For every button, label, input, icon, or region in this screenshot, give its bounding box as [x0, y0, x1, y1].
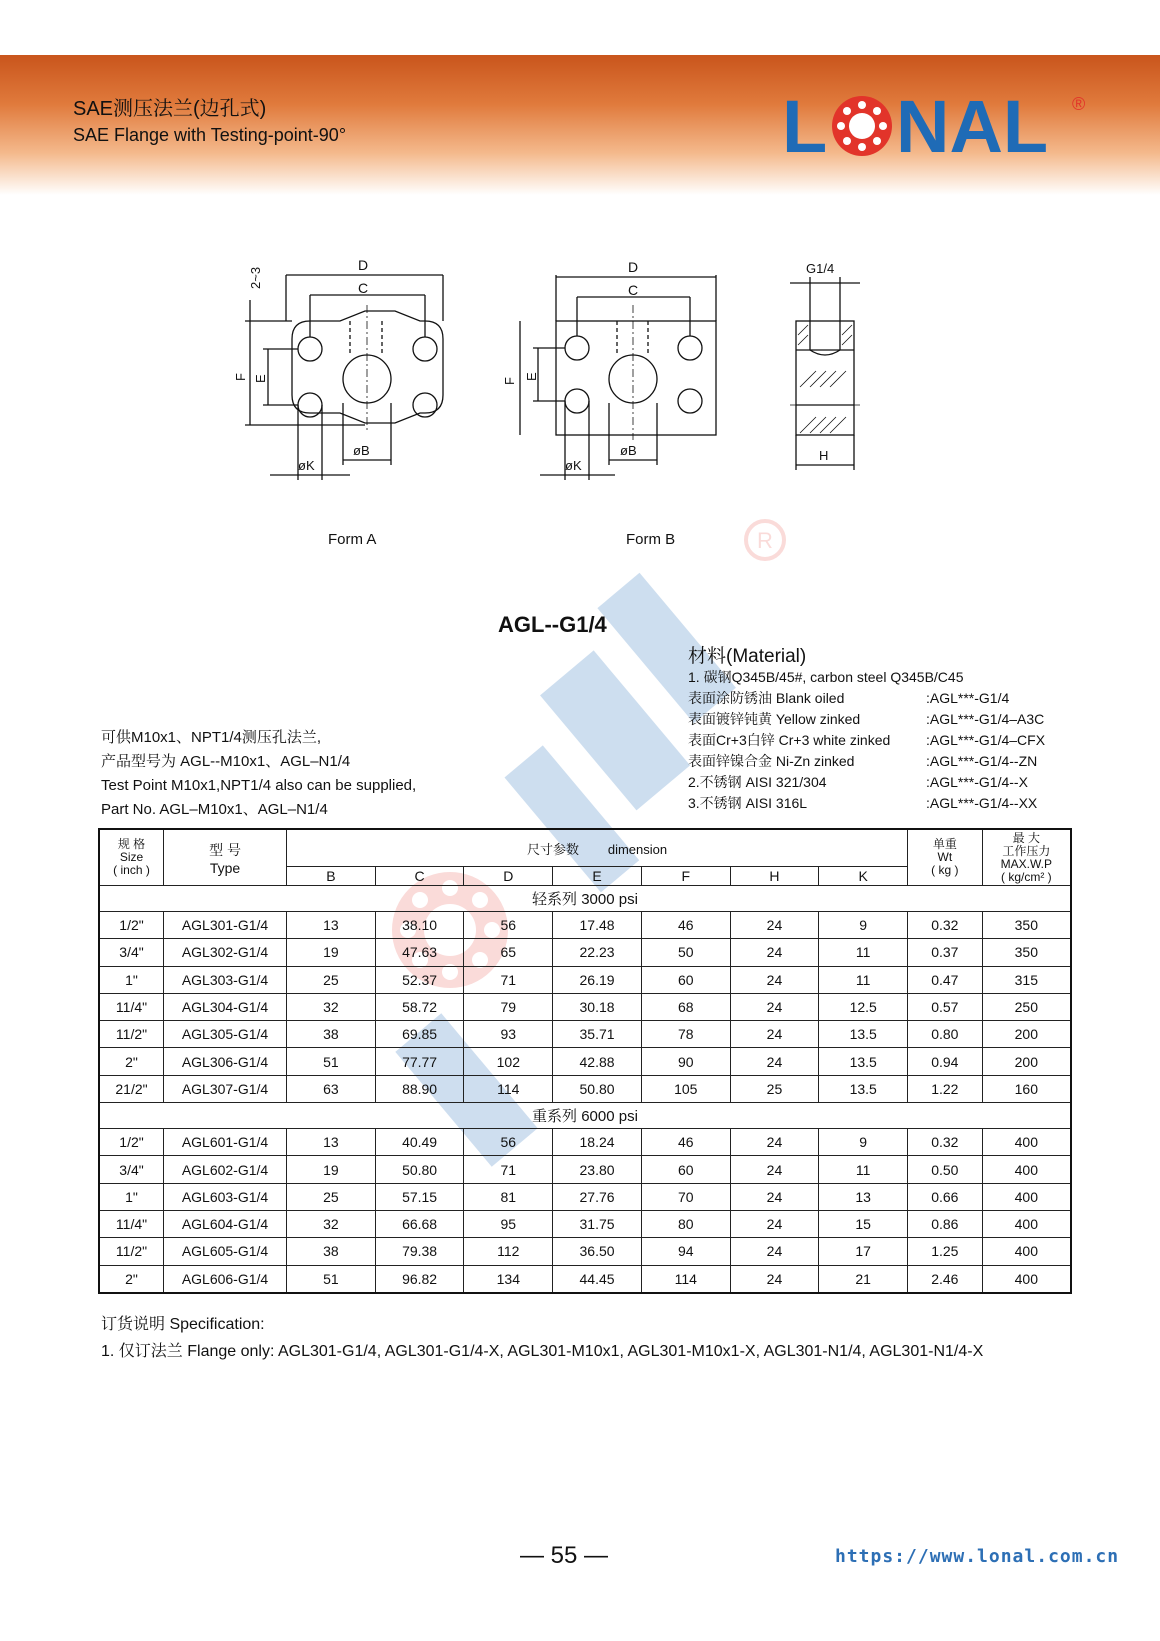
svg-text:C: C: [628, 282, 639, 298]
table-cell: AGL604-G1/4: [164, 1210, 287, 1237]
svg-text:øB: øB: [620, 443, 637, 458]
table-cell: 11/2": [99, 1021, 164, 1048]
svg-text:H: H: [819, 448, 829, 463]
table-cell: 60: [641, 1156, 730, 1183]
material-row: 表面锌镍合金 Ni-Zn zinked :AGL***-G1/4--ZN: [688, 753, 1038, 769]
svg-text:E: E: [253, 374, 268, 383]
table-cell: 0.80: [908, 1021, 983, 1048]
table-cell: 12.5: [819, 993, 908, 1020]
table-cell: 11: [819, 1156, 908, 1183]
order-heading: 订货说明 Specification:: [101, 1316, 265, 1333]
table-cell: 25: [287, 1183, 376, 1210]
also-line: Test Point M10x1,NPT1/4 also can be supplied,: [101, 777, 417, 794]
side-view-drawing: [790, 261, 860, 470]
table-cell: 315: [982, 966, 1071, 993]
table-cell: 88.90: [375, 1075, 464, 1102]
table-cell: AGL301-G1/4: [164, 912, 287, 939]
table-cell: 50: [641, 939, 730, 966]
table-cell: 94: [641, 1238, 730, 1265]
table-cell: 350: [982, 912, 1071, 939]
svg-text:øK: øK: [565, 458, 582, 473]
table-cell: 1/2": [99, 1129, 164, 1156]
table-cell: 19: [287, 1156, 376, 1183]
logo-letters-nal: NAL: [896, 85, 1049, 168]
svg-text:F: F: [502, 377, 517, 385]
table-cell: 3/4": [99, 1156, 164, 1183]
header-type: 型 号 Type: [164, 829, 287, 886]
table-cell: 11: [819, 939, 908, 966]
table-cell: 46: [641, 1129, 730, 1156]
table-cell: 31.75: [553, 1210, 642, 1237]
table-cell: 105: [641, 1075, 730, 1102]
table-cell: 0.50: [908, 1156, 983, 1183]
table-cell: 90: [641, 1048, 730, 1075]
table-cell: 56: [464, 1129, 553, 1156]
table-cell: 52.37: [375, 966, 464, 993]
table-cell: 22.23: [553, 939, 642, 966]
table-cell: 17: [819, 1238, 908, 1265]
dim-col-header: H: [730, 867, 819, 886]
table-cell: 13: [287, 1129, 376, 1156]
table-cell: 27.76: [553, 1183, 642, 1210]
table-cell: 51: [287, 1048, 376, 1075]
header-dimension: 尺寸参数 dimension: [287, 829, 908, 867]
table-cell: 77.77: [375, 1048, 464, 1075]
table-cell: 2.46: [908, 1265, 983, 1293]
table-cell: 13: [819, 1183, 908, 1210]
logo-letter-l: L: [782, 85, 828, 168]
table-cell: 0.66: [908, 1183, 983, 1210]
table-cell: 30.18: [553, 993, 642, 1020]
table-cell: 38: [287, 1021, 376, 1048]
table-cell: 38: [287, 1238, 376, 1265]
table-cell: 0.47: [908, 966, 983, 993]
table-cell: 2": [99, 1265, 164, 1293]
series-heavy-label: 重系列 6000 psi: [99, 1103, 1071, 1129]
table-row: [99, 1183, 1071, 1210]
table-cell: 400: [982, 1210, 1071, 1237]
table-cell: 36.50: [553, 1238, 642, 1265]
order-line: 1. 仅订法兰 Flange only: AGL301-G1/4, AGL301-G1/4-X, AGL301-M10x1, AGL301-M10x1-X, AGL301-N1/4, AGL301-N1/4-X: [101, 1343, 984, 1360]
table-cell: 102: [464, 1048, 553, 1075]
table-cell: 93: [464, 1021, 553, 1048]
table-row: [99, 912, 1071, 939]
table-cell: 24: [730, 912, 819, 939]
table-cell: 18.24: [553, 1129, 642, 1156]
table-cell: 1.22: [908, 1075, 983, 1102]
form-b-label: Form B: [626, 531, 676, 548]
table-cell: 400: [982, 1129, 1071, 1156]
table-cell: 24: [730, 966, 819, 993]
table-cell: AGL605-G1/4: [164, 1238, 287, 1265]
table-cell: 2": [99, 1048, 164, 1075]
table-cell: AGL606-G1/4: [164, 1265, 287, 1293]
header-weight: 单重 Wt ( kg ): [908, 829, 983, 886]
spec-table: [98, 828, 1072, 1294]
table-cell: 21/2": [99, 1075, 164, 1102]
svg-text:øB: øB: [353, 443, 370, 458]
table-cell: 66.68: [375, 1210, 464, 1237]
material-row: 表面镀锌钝黄 Yellow zinked :AGL***-G1/4–A3C: [688, 711, 1045, 727]
table-cell: AGL601-G1/4: [164, 1129, 287, 1156]
page-number: — 55 —: [520, 1542, 609, 1569]
table-cell: 40.49: [375, 1129, 464, 1156]
table-cell: 21: [819, 1265, 908, 1293]
table-cell: 38.10: [375, 912, 464, 939]
material-row: 2.不锈钢 AISI 321/304 :AGL***-G1/4--X: [688, 774, 1028, 790]
table-cell: 26.19: [553, 966, 642, 993]
table-cell: 79.38: [375, 1238, 464, 1265]
table-cell: 13.5: [819, 1021, 908, 1048]
table-cell: 96.82: [375, 1265, 464, 1293]
table-cell: 23.80: [553, 1156, 642, 1183]
table-cell: 44.45: [553, 1265, 642, 1293]
table-cell: 24: [730, 1021, 819, 1048]
table-cell: 114: [641, 1265, 730, 1293]
table-cell: 71: [464, 966, 553, 993]
table-cell: 47.63: [375, 939, 464, 966]
table-cell: 50.80: [375, 1156, 464, 1183]
table-cell: 32: [287, 993, 376, 1020]
table-cell: 24: [730, 1238, 819, 1265]
svg-text:D: D: [358, 257, 369, 273]
table-row: [99, 1238, 1071, 1265]
table-cell: 1.25: [908, 1238, 983, 1265]
table-row: [99, 1129, 1071, 1156]
table-cell: 24: [730, 1183, 819, 1210]
table-cell: AGL302-G1/4: [164, 939, 287, 966]
also-line: 可供M10x1、NPT1/4测压孔法兰,: [101, 729, 322, 746]
svg-text:øK: øK: [298, 458, 315, 473]
header-size: 规 格 Size ( inch ): [99, 829, 164, 886]
table-cell: 81: [464, 1183, 553, 1210]
table-row: [99, 939, 1071, 966]
also-line: Part No. AGL–M10x1、AGL–N1/4: [101, 801, 328, 818]
material-row: 表面Cr+3白锌 Cr+3 white zinked :AGL***-G1/4–CFX: [688, 732, 1046, 748]
table-cell: 0.37: [908, 939, 983, 966]
table-cell: 13: [287, 912, 376, 939]
table-cell: AGL603-G1/4: [164, 1183, 287, 1210]
table-cell: 24: [730, 1265, 819, 1293]
table-cell: 11/4": [99, 993, 164, 1020]
table-cell: 13.5: [819, 1048, 908, 1075]
table-cell: 15: [819, 1210, 908, 1237]
table-cell: 51: [287, 1265, 376, 1293]
form-a-label: Form A: [328, 531, 377, 548]
table-cell: 24: [730, 1048, 819, 1075]
table-cell: AGL307-G1/4: [164, 1075, 287, 1102]
table-cell: 11/2": [99, 1238, 164, 1265]
svg-text:D: D: [628, 259, 639, 275]
table-cell: AGL306-G1/4: [164, 1048, 287, 1075]
page-title-en: SAE Flange with Testing-point-90°: [73, 125, 347, 145]
table-row: [99, 1156, 1071, 1183]
table-cell: AGL304-G1/4: [164, 993, 287, 1020]
table-cell: 350: [982, 939, 1071, 966]
svg-text:E: E: [524, 372, 539, 381]
table-cell: 114: [464, 1075, 553, 1102]
series-light-label: 轻系列 3000 psi: [99, 886, 1071, 912]
material-row: 表面涂防锈油 Blank oiled :AGL***-G1/4: [688, 690, 1010, 706]
lonal-logo: [782, 85, 1092, 168]
table-cell: 400: [982, 1156, 1071, 1183]
table-cell: 0.32: [908, 1129, 983, 1156]
table-cell: 70: [641, 1183, 730, 1210]
model-title: AGL--G1/4: [498, 612, 607, 637]
logo-flange-o: [832, 96, 892, 156]
table-cell: 65: [464, 939, 553, 966]
table-row: [99, 1210, 1071, 1237]
table-cell: 9: [819, 912, 908, 939]
table-cell: 200: [982, 1048, 1071, 1075]
table-cell: 42.88: [553, 1048, 642, 1075]
table-cell: 24: [730, 993, 819, 1020]
table-row: [99, 993, 1071, 1020]
table-row: [99, 966, 1071, 993]
table-cell: 200: [982, 1021, 1071, 1048]
table-cell: 134: [464, 1265, 553, 1293]
table-cell: 50.80: [553, 1075, 642, 1102]
form-a-drawing: [233, 257, 443, 480]
table-cell: 0.94: [908, 1048, 983, 1075]
table-cell: 58.72: [375, 993, 464, 1020]
table-cell: 32: [287, 1210, 376, 1237]
table-cell: 35.71: [553, 1021, 642, 1048]
table-cell: AGL303-G1/4: [164, 966, 287, 993]
material-block: [688, 646, 1045, 814]
table-cell: 19: [287, 939, 376, 966]
logo-registered: ®: [1072, 94, 1086, 114]
table-cell: 80: [641, 1210, 730, 1237]
also-line: 产品型号为 AGL--M10x1、AGL–N1/4: [101, 753, 351, 770]
table-cell: 3/4": [99, 939, 164, 966]
table-cell: 1/2": [99, 912, 164, 939]
table-cell: 25: [730, 1075, 819, 1102]
table-cell: 24: [730, 1129, 819, 1156]
table-cell: 13.5: [819, 1075, 908, 1102]
website-url[interactable]: https://www.lonal.com.cn: [835, 1546, 1120, 1567]
table-cell: 24: [730, 1156, 819, 1183]
table-cell: 79: [464, 993, 553, 1020]
table-cell: 57.15: [375, 1183, 464, 1210]
table-cell: 24: [730, 1210, 819, 1237]
table-cell: 17.48: [553, 912, 642, 939]
table-cell: 400: [982, 1183, 1071, 1210]
table-cell: 69.85: [375, 1021, 464, 1048]
dim-col-header: F: [641, 867, 730, 886]
table-row: [99, 1021, 1071, 1048]
table-cell: 250: [982, 993, 1071, 1020]
dim-col-header: E: [553, 867, 642, 886]
table-cell: 400: [982, 1265, 1071, 1293]
dim-col-header: D: [464, 867, 553, 886]
table-cell: AGL305-G1/4: [164, 1021, 287, 1048]
svg-text:2~3: 2~3: [248, 266, 263, 289]
table-cell: 78: [641, 1021, 730, 1048]
svg-text:G1/4: G1/4: [806, 261, 835, 276]
technical-drawings: [230, 255, 910, 555]
table-cell: 11: [819, 966, 908, 993]
table-cell: 1": [99, 966, 164, 993]
table-cell: 63: [287, 1075, 376, 1102]
form-b-drawing: [502, 259, 716, 480]
svg-text:F: F: [233, 373, 248, 381]
table-cell: 25: [287, 966, 376, 993]
material-heading: 材料(Material): [688, 646, 807, 667]
dim-col-header: K: [819, 867, 908, 886]
material-row: 3.不锈钢 AISI 316L :AGL***-G1/4--XX: [688, 795, 1038, 811]
table-row: [99, 1048, 1071, 1075]
dim-col-header: C: [375, 867, 464, 886]
table-row: [99, 1075, 1071, 1102]
dim-col-header: B: [287, 867, 376, 886]
svg-text:C: C: [358, 280, 369, 296]
svg-text:R: R: [757, 528, 773, 553]
table-cell: 112: [464, 1238, 553, 1265]
table-cell: 11/4": [99, 1210, 164, 1237]
table-cell: 60: [641, 966, 730, 993]
table-cell: 9: [819, 1129, 908, 1156]
table-cell: 71: [464, 1156, 553, 1183]
table-cell: 56: [464, 912, 553, 939]
order-specification: [101, 1311, 983, 1365]
table-cell: 400: [982, 1238, 1071, 1265]
table-cell: 160: [982, 1075, 1071, 1102]
table-cell: 68: [641, 993, 730, 1020]
table-cell: 95: [464, 1210, 553, 1237]
table-cell: 1": [99, 1183, 164, 1210]
table-cell: 46: [641, 912, 730, 939]
also-supplied-note: [101, 726, 416, 822]
table-cell: 0.86: [908, 1210, 983, 1237]
table-row: [99, 1265, 1071, 1293]
table-cell: 0.57: [908, 993, 983, 1020]
page-title-cn: SAE测压法兰(边孔式): [73, 98, 267, 120]
table-cell: AGL602-G1/4: [164, 1156, 287, 1183]
header-max-wp: 最 大 工作压力 MAX.W.P ( kg/cm² ): [982, 829, 1071, 886]
material-row: 1. 碳钢Q345B/45#, carbon steel Q345B/C45: [688, 669, 964, 685]
table-cell: 24: [730, 939, 819, 966]
table-cell: 0.32: [908, 912, 983, 939]
